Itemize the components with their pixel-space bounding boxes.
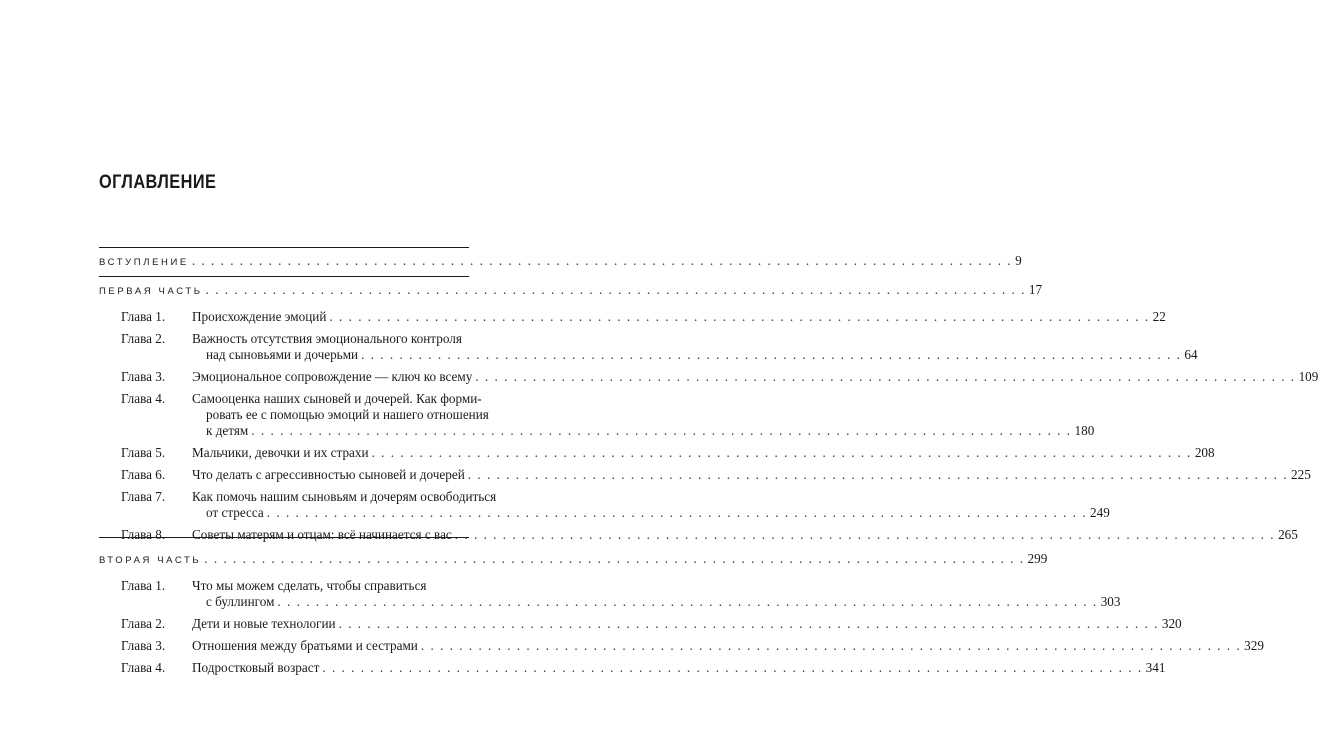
- chapter-title-line: Как помочь нашим сыновьям и дочерям освободиться: [192, 489, 497, 504]
- leader-dots: [277, 594, 1097, 610]
- chapter-body: [192, 467, 1311, 483]
- chapter-number: Глава 2.: [121, 616, 166, 631]
- chapter-body: [192, 527, 1298, 543]
- leader-dots: [251, 423, 1071, 439]
- toc-chapter-entry[interactable]: [99, 660, 1166, 676]
- chapter-number: Глава 8.: [121, 527, 166, 542]
- chapter-page: 64: [1184, 347, 1198, 362]
- leader-dots: [455, 527, 1275, 543]
- chapter-body: [192, 489, 1110, 521]
- chapter-page: 22: [1152, 309, 1166, 324]
- chapter-number: Глава 1.: [121, 578, 166, 593]
- chapter-title-text: Эмоциональное сопровождение — ключ ко всему: [192, 369, 473, 384]
- toc-part-1: [99, 282, 1318, 549]
- leader-dots: [267, 505, 1087, 521]
- chapter-number: Глава 4.: [121, 391, 166, 406]
- chapter-title-line: [192, 505, 1110, 521]
- leader-dots: [329, 309, 1149, 325]
- chapter-title-line: [192, 660, 1165, 676]
- leader-dots: [192, 253, 1012, 269]
- chapter-title-text: над сыновьями и дочерьми: [206, 347, 359, 362]
- part2-chapter-list: [99, 578, 1264, 676]
- chapter-page: 329: [1244, 638, 1264, 653]
- chapter-page: 341: [1145, 660, 1166, 675]
- chapter-title-text: Происхождение эмоций: [192, 309, 327, 324]
- toc-entry-part-2[interactable]: [99, 551, 1048, 569]
- chapter-title-line: [192, 369, 1318, 385]
- toc-block-1: [99, 253, 1022, 277]
- toc-chapter-entry[interactable]: [99, 445, 1215, 461]
- toc-part-2: [99, 551, 1264, 682]
- leader-dots: [206, 282, 1026, 298]
- leader-dots: [339, 616, 1159, 632]
- chapter-title-text: от стресса: [206, 505, 264, 520]
- chapter-title-line: [192, 616, 1182, 632]
- chapter-number: Глава 1.: [121, 309, 166, 324]
- chapter-page: 208: [1194, 445, 1215, 460]
- chapter-body: [192, 309, 1166, 325]
- chapter-page: 265: [1278, 527, 1298, 542]
- intro-label: ВСТУПЛЕНИЕ: [99, 257, 189, 268]
- part1-label: ПЕРВАЯ ЧАСТЬ: [99, 286, 203, 297]
- leader-dots: [468, 467, 1288, 483]
- chapter-title-text: Что делать с агрессивностью сыновей и дочерей: [192, 467, 465, 482]
- toc-chapter-entry[interactable]: [99, 489, 1110, 521]
- divider-part-2: [99, 537, 469, 538]
- chapter-title-line: [192, 309, 1166, 325]
- chapter-title-line: [192, 527, 1298, 543]
- toc-chapter-entry[interactable]: [99, 616, 1182, 632]
- chapter-title-line: [192, 467, 1311, 483]
- chapter-number: Глава 6.: [121, 467, 166, 482]
- chapter-page: 249: [1090, 505, 1110, 520]
- chapter-title-line: [192, 445, 1215, 461]
- chapter-title-text: Дети и новые технологии: [192, 616, 336, 631]
- chapter-number: Глава 3.: [121, 638, 166, 653]
- toc-chapter-entry[interactable]: [99, 391, 1095, 439]
- toc-chapter-entry[interactable]: [99, 638, 1264, 654]
- intro-page: 9: [1015, 253, 1022, 268]
- chapter-title-line: [192, 594, 1120, 610]
- chapter-page: 225: [1291, 467, 1311, 482]
- leader-dots: [322, 660, 1142, 676]
- leader-dots: [372, 445, 1192, 461]
- toc-chapter-entry[interactable]: [99, 331, 1198, 363]
- chapter-title-text: к детям: [206, 423, 249, 438]
- chapter-title-line: ровать ее с помощью эмоций и нашего отношения: [206, 407, 489, 422]
- toc-entry-part-1[interactable]: [99, 282, 1043, 300]
- part1-chapter-list: [99, 309, 1318, 543]
- chapter-title-text: с буллингом: [206, 594, 275, 609]
- leader-dots: [475, 369, 1295, 385]
- part2-label: ВТОРАЯ ЧАСТЬ: [99, 555, 202, 566]
- part1-page: 17: [1028, 282, 1043, 297]
- chapter-title-line: [192, 347, 1198, 363]
- page-title: ОГЛАВЛЕНИЕ: [99, 172, 217, 193]
- chapter-number: Глава 2.: [121, 331, 166, 346]
- chapter-body: [192, 638, 1264, 654]
- chapter-number: Глава 5.: [121, 445, 166, 460]
- chapter-body: [192, 616, 1182, 632]
- chapter-page: 180: [1074, 423, 1095, 438]
- chapter-title-line: Самооценка наших сыновей и дочерей. Как форми-: [192, 391, 482, 406]
- leader-dots: [204, 551, 1024, 567]
- chapter-title-line: [192, 638, 1264, 654]
- chapter-body: [192, 660, 1165, 676]
- toc-chapter-entry[interactable]: [99, 369, 1318, 385]
- chapter-title-text: Подростковый возраст: [192, 660, 320, 675]
- chapter-number: Глава 3.: [121, 369, 166, 384]
- chapter-number: Глава 4.: [121, 660, 166, 675]
- toc-chapter-entry[interactable]: [99, 527, 1298, 543]
- divider-middle: [99, 276, 469, 277]
- toc-chapter-entry[interactable]: [99, 467, 1311, 483]
- chapter-body: [192, 331, 1198, 363]
- chapter-page: 109: [1298, 369, 1318, 384]
- chapter-body: [192, 369, 1318, 385]
- leader-dots: [361, 347, 1181, 363]
- chapter-body: [192, 578, 1120, 610]
- divider-top: [99, 247, 469, 248]
- chapter-title-line: [192, 423, 1094, 439]
- toc-chapter-entry[interactable]: [99, 578, 1121, 610]
- chapter-title-text: Отношения между братьями и сестрами: [192, 638, 418, 653]
- chapter-page: 303: [1100, 594, 1121, 609]
- toc-chapter-entry[interactable]: [99, 309, 1166, 325]
- chapter-number: Глава 7.: [121, 489, 166, 504]
- toc-entry-intro[interactable]: [99, 253, 1022, 271]
- chapter-page: 320: [1161, 616, 1182, 631]
- chapter-title-text: Мальчики, девочки и их страхи: [192, 445, 369, 460]
- chapter-body: [192, 391, 1094, 439]
- chapter-body: [192, 445, 1215, 461]
- chapter-title-line: Важность отсутствия эмоционального контроля: [192, 331, 462, 346]
- part2-page: 299: [1027, 551, 1048, 566]
- chapter-title-line: Что мы можем сделать, чтобы справиться: [192, 578, 427, 593]
- leader-dots: [421, 638, 1241, 654]
- chapter-title-text: Советы матерям и отцам: всё начинается с вас: [192, 527, 452, 542]
